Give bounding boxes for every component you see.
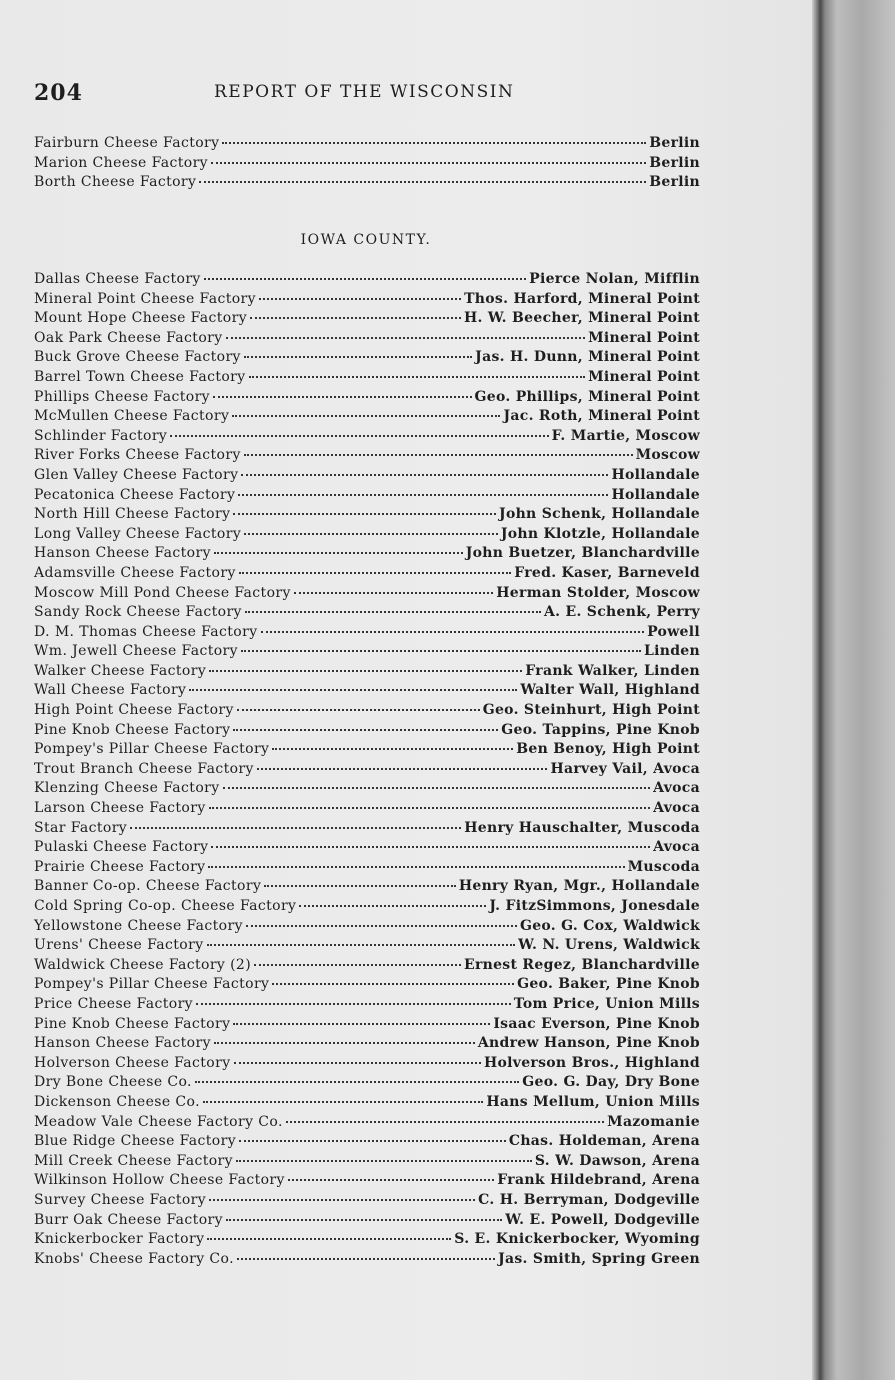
proprietor-location: Berlin — [649, 174, 700, 191]
list-item — [34, 917, 700, 937]
list-item — [34, 173, 700, 193]
proprietor-location: Mazomanie — [607, 1113, 700, 1130]
factory-name: Buck Grove Cheese Factory — [34, 349, 241, 366]
factory-name: Wall Cheese Factory — [34, 682, 187, 699]
list-item — [34, 1073, 700, 1093]
dot-leader — [234, 1061, 481, 1064]
page-number: 204 — [34, 80, 83, 106]
proprietor-location: Berlin — [649, 135, 700, 151]
proprietor-location: Muscoda — [627, 858, 700, 875]
proprietor-location: Chas. Holdeman, Arena — [508, 1133, 700, 1150]
dot-leader — [286, 1120, 604, 1123]
list-item — [34, 740, 700, 760]
dot-leader — [207, 943, 516, 946]
dot-leader — [236, 1159, 532, 1162]
proprietor-location: Pierce Nolan, Mifflin — [529, 271, 700, 287]
factory-name: Waldwick Cheese Factory (2) — [34, 956, 252, 973]
proprietor-location: Mineral Point — [588, 368, 700, 385]
factory-name: Holverson Cheese Factory — [34, 1054, 231, 1071]
list-item — [34, 309, 700, 329]
proprietor-location: Avoca — [653, 800, 700, 817]
dot-leader — [222, 141, 646, 144]
list-item — [34, 819, 700, 839]
proprietor-location: Ernest Regez, Blanchardville — [463, 956, 700, 973]
county-heading: IOWA COUNTY. — [300, 232, 432, 248]
factory-name: Banner Co-op. Cheese Factory — [34, 878, 262, 895]
list-item — [34, 1034, 700, 1054]
dot-leader — [288, 1178, 494, 1181]
proprietor-location: Frank Hildebrand, Arena — [497, 1172, 700, 1189]
list-item — [34, 505, 700, 525]
proprietor-location: Mineral Point — [588, 329, 700, 346]
proprietor-location: Jac. Roth, Mineral Point — [503, 408, 700, 425]
list-item — [34, 564, 700, 584]
factory-name: Burr Oak Cheese Factory — [34, 1211, 223, 1228]
dot-leader — [189, 688, 517, 691]
dot-leader — [233, 1022, 490, 1025]
factory-name: Schlinder Factory — [34, 427, 168, 444]
dot-leader — [209, 669, 522, 672]
list-item — [34, 407, 700, 427]
list-item — [34, 544, 700, 564]
proprietor-location: Hollandale — [611, 486, 700, 503]
dot-leader — [233, 728, 498, 731]
factory-name: Klenzing Cheese Factory — [34, 780, 220, 797]
dot-leader — [213, 395, 472, 398]
factory-name: Survey Cheese Factory — [34, 1191, 207, 1208]
proprietor-location: Henry Hauschalter, Muscoda — [464, 819, 700, 836]
factory-name: Knickerbocker Factory — [34, 1231, 205, 1248]
dot-leader — [241, 649, 641, 652]
list-item — [34, 975, 700, 995]
factory-name: Prairie Cheese Factory — [34, 858, 206, 875]
list-item — [34, 760, 700, 780]
dot-leader — [237, 1257, 495, 1260]
dot-leader — [226, 336, 586, 339]
dot-leader — [233, 512, 496, 515]
dot-leader — [209, 806, 650, 809]
dot-leader — [259, 297, 461, 300]
dot-leader — [249, 375, 586, 378]
factory-name: Walker Cheese Factory — [34, 662, 207, 679]
factory-name: Larson Cheese Factory — [34, 800, 206, 817]
list-item — [34, 623, 700, 643]
factory-name: Price Cheese Factory — [34, 995, 193, 1012]
dot-leader — [207, 1237, 451, 1240]
factory-name: Cold Spring Co-op. Cheese Factory — [34, 898, 297, 914]
dot-leader — [223, 786, 651, 789]
list-item — [34, 701, 700, 721]
factory-name: Star Factory — [34, 819, 128, 836]
factory-name: Sandy Rock Cheese Factory — [34, 604, 242, 621]
proprietor-location: John Klotzle, Hollandale — [500, 525, 700, 542]
proprietor-location: A. E. Schenk, Perry — [543, 604, 700, 621]
factory-name: Yellowstone Cheese Factory — [34, 917, 243, 934]
proprietor-location: Ben Benoy, High Point — [516, 741, 700, 758]
list-item — [34, 662, 700, 682]
dot-leader — [272, 982, 514, 985]
dot-leader — [264, 884, 456, 887]
proprietor-location: Hans Mellum, Union Mills — [486, 1093, 700, 1110]
list-item — [34, 1132, 700, 1152]
list-item — [34, 799, 700, 819]
factory-name: Pine Knob Cheese Factory — [34, 1015, 231, 1032]
dot-leader — [257, 767, 548, 770]
proprietor-location: Linden — [643, 643, 700, 660]
proprietor-location: Henry Ryan, Mgr., Hollandale — [458, 878, 700, 895]
factory-name: Pompey's Pillar Cheese Factory — [34, 741, 270, 758]
proprietor-location: Jas. Smith, Spring Green — [498, 1250, 700, 1267]
dot-leader — [272, 747, 513, 750]
proprietor-location: Geo. Tappins, Pine Knob — [501, 721, 700, 738]
proprietor-location: Berlin — [649, 154, 700, 171]
factory-name: Urens' Cheese Factory — [34, 937, 204, 954]
dot-leader — [299, 904, 486, 907]
factory-name: Dallas Cheese Factory — [34, 271, 201, 287]
list-item — [34, 897, 700, 917]
proprietor-location: W. N. Urens, Waldwick — [518, 937, 700, 954]
factory-name: Pine Knob Cheese Factory — [34, 721, 231, 738]
factory-name: Moscow Mill Pond Cheese Factory — [34, 584, 291, 601]
proprietor-location: Fred. Kaser, Barneveld — [514, 564, 700, 581]
factory-name: High Point Cheese Factory — [34, 702, 234, 719]
list-item — [34, 525, 700, 545]
proprietor-location: Holverson Bros., Highland — [484, 1054, 700, 1071]
list-item — [34, 1113, 700, 1133]
dot-leader — [250, 316, 461, 319]
proprietor-location: Harvey Vail, Avoca — [550, 760, 700, 777]
list-item — [34, 995, 700, 1015]
factory-name: Pulaski Cheese Factory — [34, 839, 209, 856]
book-spine — [812, 0, 895, 1380]
dot-leader — [246, 924, 517, 927]
list-item — [34, 936, 700, 956]
factory-name: Dickenson Cheese Co. — [34, 1093, 200, 1110]
list-item — [34, 584, 700, 604]
factory-name: Mount Hope Cheese Factory — [34, 310, 248, 327]
factory-name: Mill Creek Cheese Factory — [34, 1152, 233, 1169]
dot-leader — [170, 434, 548, 437]
page-header — [34, 80, 700, 108]
factory-name: McMullen Cheese Factory — [34, 408, 230, 425]
list-item — [34, 270, 700, 290]
list-item — [34, 154, 700, 174]
dot-leader — [130, 826, 461, 829]
proprietor-location: Avoca — [653, 839, 700, 856]
list-item — [34, 1250, 700, 1270]
proprietor-location: Tom Price, Union Mills — [513, 995, 700, 1012]
proprietor-location: John Buetzer, Blanchardville — [465, 545, 700, 562]
proprietor-location: Geo. G. Cox, Waldwick — [519, 917, 700, 934]
proprietor-location: Geo. Steinhurt, High Point — [482, 702, 700, 719]
proprietor-location: H. W. Beecher, Mineral Point — [463, 310, 700, 327]
list-item — [34, 1152, 700, 1172]
dot-leader — [208, 865, 624, 868]
proprietor-location: Geo. Baker, Pine Knob — [517, 976, 700, 993]
dot-leader — [211, 845, 650, 848]
dot-leader — [238, 493, 608, 496]
list-item — [34, 290, 700, 310]
dot-leader — [203, 1100, 483, 1103]
factory-name: Long Valley Cheese Factory — [34, 525, 242, 542]
factory-name: Blue Ridge Cheese Factory — [34, 1133, 237, 1150]
dot-leader — [199, 180, 646, 183]
dot-leader — [261, 630, 645, 633]
factory-name: D. M. Thomas Cheese Factory — [34, 623, 258, 640]
factory-name: River Forks Cheese Factory — [34, 447, 241, 464]
proprietor-location: John Schenk, Hollandale — [499, 506, 700, 523]
list-item — [34, 721, 700, 741]
list-item — [34, 1171, 700, 1191]
dot-leader — [294, 591, 493, 594]
factory-name: Fairburn Cheese Factory — [34, 135, 220, 151]
proprietor-location: S. E. Knickerbocker, Wyoming — [454, 1231, 700, 1248]
factory-name: Meadow Vale Cheese Factory Co. — [34, 1113, 283, 1130]
list-item — [34, 1191, 700, 1211]
list-item — [34, 858, 700, 878]
proprietor-location: C. H. Berryman, Dodgeville — [478, 1191, 700, 1208]
dot-leader — [244, 532, 498, 535]
dot-leader — [214, 551, 463, 554]
list-item — [34, 956, 700, 976]
list-item — [34, 388, 700, 408]
factory-name: Hanson Cheese Factory — [34, 545, 211, 562]
factory-name: Phillips Cheese Factory — [34, 388, 210, 405]
dot-leader — [209, 1198, 475, 1201]
factory-name: Oak Park Cheese Factory — [34, 329, 223, 346]
proprietor-location: Herman Stolder, Moscow — [496, 584, 700, 601]
proprietor-location: Avoca — [653, 780, 700, 797]
proprietor-location: Geo. G. Day, Dry Bone — [522, 1074, 700, 1091]
dot-leader — [241, 473, 608, 476]
factory-name: Mineral Point Cheese Factory — [34, 290, 256, 307]
dot-leader — [232, 414, 500, 417]
proprietor-location: Powell — [647, 623, 700, 640]
factory-name: Barrel Town Cheese Factory — [34, 368, 246, 385]
proprietor-location: Moscow — [635, 447, 700, 464]
factory-name: Dry Bone Cheese Co. — [34, 1074, 192, 1091]
proprietor-location: Jas. H. Dunn, Mineral Point — [475, 349, 700, 366]
list-item — [34, 838, 700, 858]
factory-name: North Hill Cheese Factory — [34, 506, 231, 523]
list-item — [34, 134, 700, 154]
factory-name: Wm. Jewell Cheese Factory — [34, 643, 238, 660]
dot-leader — [195, 1080, 519, 1083]
list-item — [34, 427, 700, 447]
list-item — [34, 1230, 700, 1250]
dot-leader — [214, 1041, 475, 1044]
factory-name: Glen Valley Cheese Factory — [34, 466, 239, 483]
list-item — [34, 877, 700, 897]
factory-name: Adamsville Cheese Factory — [34, 564, 236, 581]
proprietor-location: Isaac Everson, Pine Knob — [493, 1015, 700, 1032]
list-item — [34, 486, 700, 506]
dot-leader — [196, 1002, 511, 1005]
factory-name: Wilkinson Hollow Cheese Factory — [34, 1172, 285, 1189]
list-item — [34, 348, 700, 368]
proprietor-location: Hollandale — [611, 466, 700, 483]
proprietor-location: Geo. Phillips, Mineral Point — [474, 388, 700, 405]
top-entry-list — [34, 134, 700, 193]
factory-name: Trout Branch Cheese Factory — [34, 760, 254, 777]
dot-leader — [204, 277, 526, 280]
factory-name: Knobs' Cheese Factory Co. — [34, 1250, 234, 1267]
dot-leader — [245, 610, 541, 613]
list-item — [34, 642, 700, 662]
dot-leader — [244, 355, 472, 358]
dot-leader — [237, 708, 480, 711]
dot-leader — [226, 1218, 502, 1221]
proprietor-location: Walter Wall, Highland — [520, 682, 700, 699]
list-item — [34, 1211, 700, 1231]
list-item — [34, 1093, 700, 1113]
dot-leader — [239, 571, 511, 574]
list-item — [34, 446, 700, 466]
proprietor-location: Thos. Harford, Mineral Point — [464, 290, 700, 307]
list-item — [34, 603, 700, 623]
list-item — [34, 368, 700, 388]
factory-name: Pecatonica Cheese Factory — [34, 486, 236, 503]
dot-leader — [239, 1139, 506, 1142]
list-item — [34, 1015, 700, 1035]
factory-name: Borth Cheese Factory — [34, 174, 197, 191]
dot-leader — [254, 963, 461, 966]
list-item — [34, 681, 700, 701]
factory-name: Marion Cheese Factory — [34, 154, 208, 171]
dot-leader — [244, 453, 633, 456]
proprietor-location: Frank Walker, Linden — [525, 662, 700, 679]
list-item — [34, 1054, 700, 1074]
proprietor-location: Andrew Hanson, Pine Knob — [477, 1035, 700, 1052]
proprietor-location: J. FitzSimmons, Jonesdale — [489, 898, 700, 914]
list-item — [34, 779, 700, 799]
proprietor-location: F. Martie, Moscow — [551, 427, 700, 444]
county-entry-list — [34, 270, 700, 1269]
list-item — [34, 466, 700, 486]
factory-name: Hanson Cheese Factory — [34, 1035, 211, 1052]
proprietor-location: W. E. Powell, Dodgeville — [505, 1211, 700, 1228]
proprietor-location: S. W. Dawson, Arena — [534, 1152, 700, 1169]
factory-name: Pompey's Pillar Cheese Factory — [34, 976, 270, 993]
list-item — [34, 329, 700, 349]
running-title: REPORT OF THE WISCONSIN — [214, 82, 515, 102]
dot-leader — [211, 161, 646, 164]
